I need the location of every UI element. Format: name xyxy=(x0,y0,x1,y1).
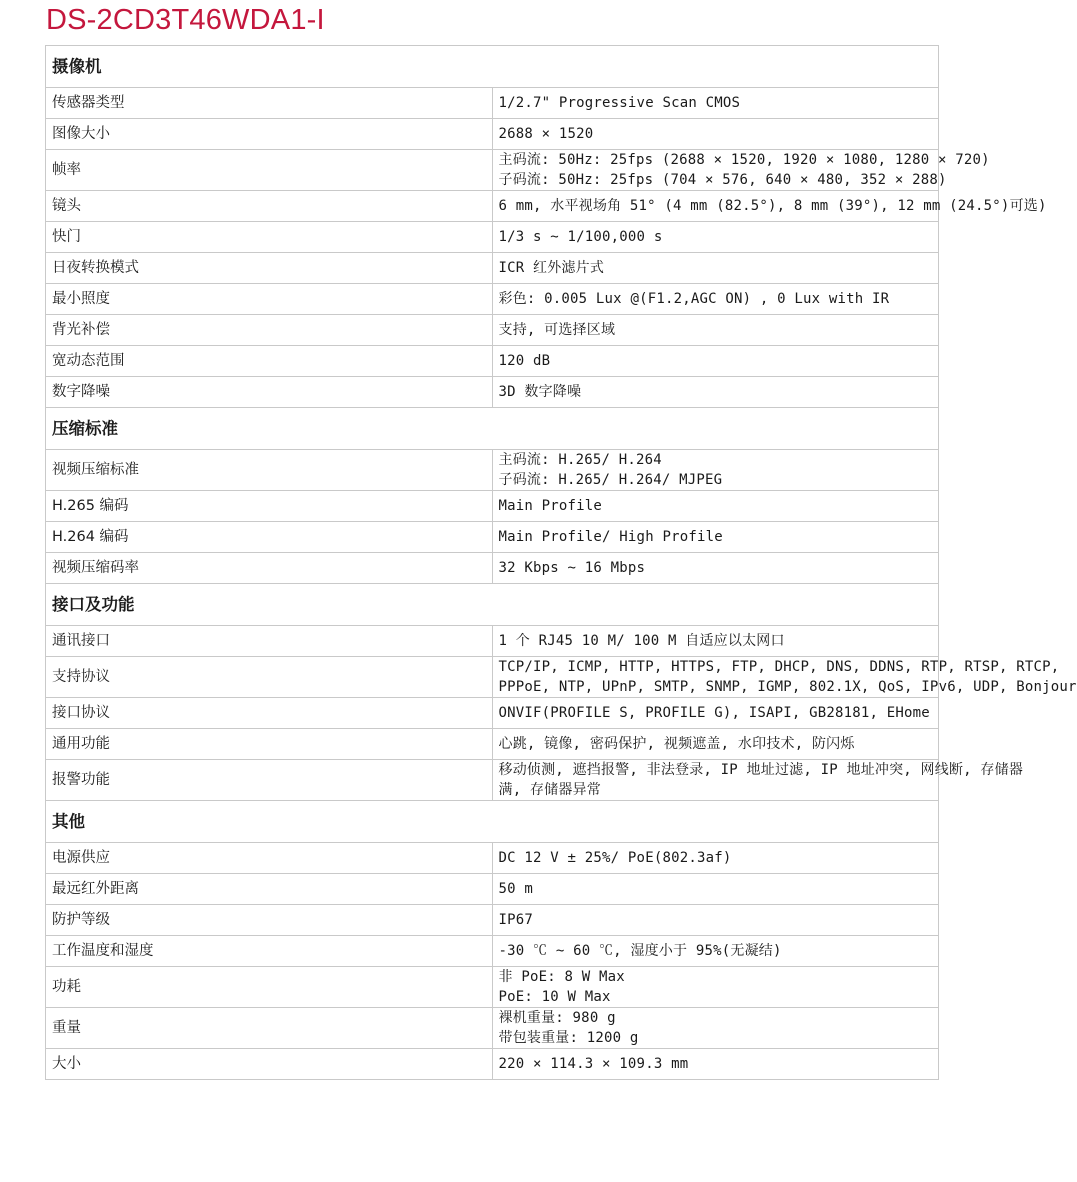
spec-value xyxy=(492,284,939,315)
spec-value-line: Main Profile xyxy=(498,498,603,514)
spec-label: H.265 编码 xyxy=(46,491,493,522)
spec-value xyxy=(492,222,939,253)
spec-label: 最远红外距离 xyxy=(46,874,493,905)
spec-value-line: ICR 红外滤片式 xyxy=(498,260,605,276)
spec-value xyxy=(492,936,939,967)
spec-value-line: IP67 xyxy=(498,912,534,928)
spec-value xyxy=(492,967,939,1008)
spec-value-line: -30 ℃ ~ 60 ℃, 湿度小于 95%(无凝结) xyxy=(498,943,782,959)
spec-value-line: TCP/IP, ICMP, HTTP, HTTPS, FTP, DHCP, DNS, DDNS, RTP, RTSP, RTCP, xyxy=(498,659,1060,675)
table-row xyxy=(46,522,939,553)
spec-label: 大小 xyxy=(46,1049,493,1080)
table-row xyxy=(46,843,939,874)
section-header-row xyxy=(46,584,939,626)
spec-value xyxy=(492,874,939,905)
spec-value-line: 彩色: 0.005 Lux @(F1.2,AGC ON) , 0 Lux with IR xyxy=(498,291,890,307)
spec-value-line: DC 12 V ± 25%/ PoE(802.3af) xyxy=(498,850,732,866)
spec-label: 通用功能 xyxy=(46,729,493,760)
spec-value-line: 120 dB xyxy=(498,353,551,369)
spec-value-line: 满, 存储器异常 xyxy=(498,782,601,798)
spec-label: 帧率 xyxy=(46,150,493,191)
spec-value-line: 裸机重量: 980 g xyxy=(498,1010,616,1026)
spec-value-line: 移动侦测, 遮挡报警, 非法登录, IP 地址过滤, IP 地址冲突, 网线断, 存储器 xyxy=(498,762,1024,778)
spec-label: 报警功能 xyxy=(46,760,493,801)
spec-value xyxy=(492,698,939,729)
table-row xyxy=(46,150,939,191)
spec-value xyxy=(492,119,939,150)
table-row xyxy=(46,191,939,222)
spec-value xyxy=(492,657,1077,698)
spec-value-line: 6 mm, 水平视场角 51° (4 mm (82.5°), 8 mm (39°), 12 mm (24.5°)可选) xyxy=(498,198,1047,214)
spec-label: 镜头 xyxy=(46,191,493,222)
table-row xyxy=(46,905,939,936)
spec-value-line: 主码流: 50Hz: 25fps (2688 × 1520, 1920 × 1080, 1280 × 720) xyxy=(498,152,990,168)
table-row xyxy=(46,760,939,801)
spec-value xyxy=(492,760,1024,801)
spec-value-line: 带包装重量: 1200 g xyxy=(498,1030,639,1046)
spec-value xyxy=(492,491,939,522)
spec-value-line: PoE: 10 W Max xyxy=(498,989,611,1005)
table-row xyxy=(46,936,939,967)
product-title: DS-2CD3T46WDA1-I xyxy=(46,4,325,36)
spec-value xyxy=(492,553,939,584)
spec-value xyxy=(492,346,939,377)
spec-value-line: 220 × 114.3 × 109.3 mm xyxy=(498,1056,689,1072)
table-row xyxy=(46,315,939,346)
table-row xyxy=(46,1049,939,1080)
spec-value xyxy=(492,191,1047,222)
spec-value xyxy=(492,377,939,408)
section-heading: 接口及功能 xyxy=(46,584,939,626)
spec-label: 工作温度和湿度 xyxy=(46,936,493,967)
spec-value xyxy=(492,253,939,284)
spec-value xyxy=(492,729,939,760)
table-row xyxy=(46,450,939,491)
spec-label: 接口协议 xyxy=(46,698,493,729)
spec-label: 图像大小 xyxy=(46,119,493,150)
spec-value-line: 32 Kbps ~ 16 Mbps xyxy=(498,560,646,576)
spec-value-line: ONVIF(PROFILE S, PROFILE G), ISAPI, GB28181, EHome xyxy=(498,705,930,721)
spec-label: 重量 xyxy=(46,1008,493,1049)
spec-label: 传感器类型 xyxy=(46,88,493,119)
spec-table-body xyxy=(46,46,1077,1080)
table-row xyxy=(46,88,939,119)
spec-label: 电源供应 xyxy=(46,843,493,874)
spec-value-line: PPPoE, NTP, UPnP, SMTP, SNMP, IGMP, 802.1X, QoS, IPv6, UDP, Bonjour xyxy=(498,679,1077,695)
section-header-row xyxy=(46,408,939,450)
spec-value-line: 3D 数字降噪 xyxy=(498,384,582,400)
spec-value-line: 心跳, 镜像, 密码保护, 视频遮盖, 水印技术, 防闪烁 xyxy=(498,736,855,752)
spec-label: 防护等级 xyxy=(46,905,493,936)
table-row xyxy=(46,698,939,729)
spec-label: 功耗 xyxy=(46,967,493,1008)
spec-label: 日夜转换模式 xyxy=(46,253,493,284)
spec-value xyxy=(492,1008,939,1049)
table-row xyxy=(46,119,939,150)
section-header-row xyxy=(46,46,939,88)
spec-value-line: 1/3 s ~ 1/100,000 s xyxy=(498,229,663,245)
spec-label: 宽动态范围 xyxy=(46,346,493,377)
spec-value-line: 1/2.7" Progressive Scan CMOS xyxy=(498,95,741,111)
spec-label: 视频压缩标准 xyxy=(46,450,493,491)
table-row xyxy=(46,553,939,584)
spec-value-line: 子码流: 50Hz: 25fps (704 × 576, 640 × 480, 352 × 288) xyxy=(498,172,947,188)
spec-value-line: 支持, 可选择区域 xyxy=(498,322,616,338)
spec-value xyxy=(492,150,990,191)
spec-label: 数字降噪 xyxy=(46,377,493,408)
spec-value xyxy=(492,315,939,346)
section-heading: 压缩标准 xyxy=(46,408,939,450)
spec-value-line: 1 个 RJ45 10 M/ 100 M 自适应以太网口 xyxy=(498,633,785,649)
spec-label: 通讯接口 xyxy=(46,626,493,657)
spec-value xyxy=(492,450,939,491)
spec-label: 最小照度 xyxy=(46,284,493,315)
spec-value xyxy=(492,905,939,936)
table-row xyxy=(46,967,939,1008)
table-row xyxy=(46,1008,939,1049)
table-row xyxy=(46,284,939,315)
section-heading: 摄像机 xyxy=(46,46,939,88)
spec-value xyxy=(492,843,939,874)
section-header-row xyxy=(46,801,939,843)
spec-value-line: 子码流: H.265/ H.264/ MJPEG xyxy=(498,472,723,488)
spec-label: 视频压缩码率 xyxy=(46,553,493,584)
spec-label: H.264 编码 xyxy=(46,522,493,553)
table-row xyxy=(46,222,939,253)
spec-value-line: 50 m xyxy=(498,881,534,897)
table-row xyxy=(46,253,939,284)
spec-value xyxy=(492,626,939,657)
table-row xyxy=(46,491,939,522)
table-row xyxy=(46,377,939,408)
spec-value-line: 非 PoE: 8 W Max xyxy=(498,969,625,985)
table-row xyxy=(46,729,939,760)
spec-value-line: 主码流: H.265/ H.264 xyxy=(498,452,662,468)
spec-table xyxy=(45,45,1077,1080)
table-row xyxy=(46,626,939,657)
spec-value xyxy=(492,88,939,119)
table-row xyxy=(46,657,939,698)
table-row xyxy=(46,874,939,905)
section-heading: 其他 xyxy=(46,801,939,843)
spec-value-line: Main Profile/ High Profile xyxy=(498,529,723,545)
spec-value xyxy=(492,1049,939,1080)
spec-label: 快门 xyxy=(46,222,493,253)
spec-label: 背光补偿 xyxy=(46,315,493,346)
table-row xyxy=(46,346,939,377)
spec-value xyxy=(492,522,939,553)
spec-label: 支持协议 xyxy=(46,657,493,698)
spec-value-line: 2688 × 1520 xyxy=(498,126,594,142)
